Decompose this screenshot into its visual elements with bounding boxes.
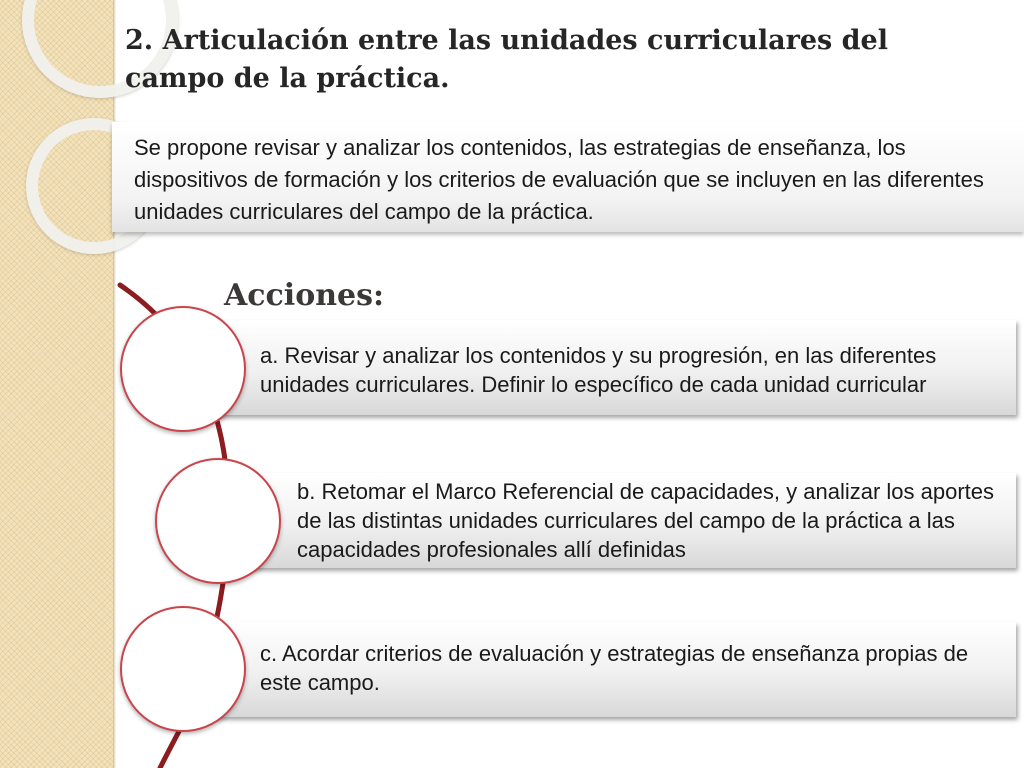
action-text-b: b. Retomar el Marco Referencial de capacidades, y analizar los aportes de las distintas unidades curriculares del campo de la práctica a las capacidades profesionales allí definidas: [297, 479, 995, 562]
slide-title: 2. Articulación entre las unidades curriculares del campo de la práctica.: [125, 25, 888, 94]
actions-heading: Acciones:: [224, 278, 385, 313]
action-circle-a: [120, 306, 246, 432]
action-circle-c: [120, 606, 246, 732]
action-text-c: c. Acordar criterios de evaluación y estrategias de enseñanza propias de este campo.: [260, 641, 969, 695]
intro-text: Se propone revisar y analizar los contenidos, las estrategias de enseñanza, los dispositivos de formación y los criterios de evaluación que se incluyen en las diferentes unidades curriculares del campo de la práctica.: [134, 135, 984, 224]
action-circle-b: [155, 458, 281, 584]
action-text-a: a. Revisar y analizar los contenidos y su progresión, en las diferentes unidades curriculares. Definir lo específico de cada unidad curricular: [260, 343, 937, 397]
